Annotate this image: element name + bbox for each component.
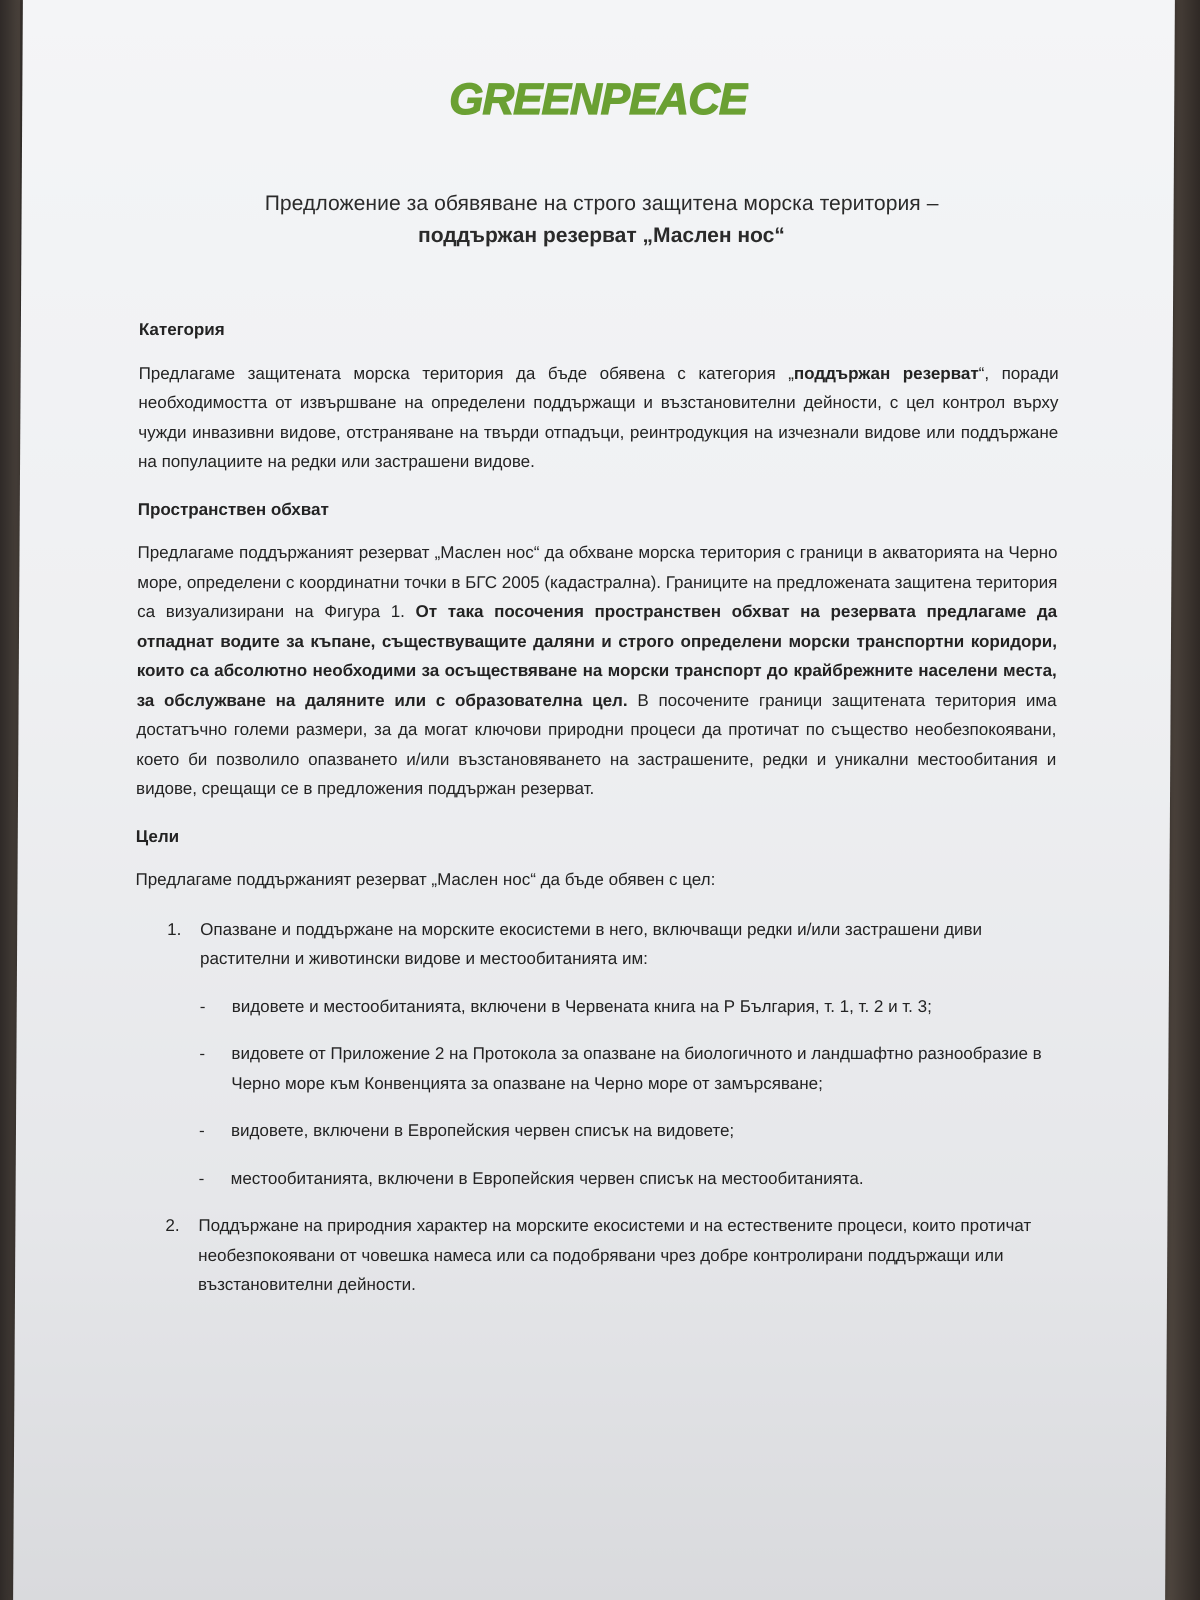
title-line-2: поддържан резерват „Маслен нос“ — [418, 224, 785, 247]
sublist-item — [199, 1039, 1054, 1098]
paragraph-category — [138, 359, 1059, 477]
bold-run: поддържан резерват — [793, 363, 979, 383]
goal-item-1 — [134, 915, 1056, 1194]
sublist-item-text: видовете и местообитанията, включени в Червената книга на Р България, т. 1, т. 2 и т. 3; — [231, 996, 932, 1016]
document-title — [121, 188, 1081, 252]
dash-bullet: - — [198, 1168, 205, 1188]
goal-sublist — [199, 992, 1055, 1194]
goal-text: Опазване и поддържане на морските екосистеми в него, включващи редки и/или застрашени диви растителни и животински видове и местообитанията им: — [199, 919, 983, 968]
document-body — [133, 315, 1059, 1318]
dash-bullet: - — [199, 1044, 206, 1063]
sublist-item — [200, 992, 1055, 1022]
sublist-item — [199, 1116, 1054, 1146]
text-run: Предлагаме защитената морска територия да бъде обявена с категория „ — [138, 363, 794, 383]
text-run: Предлагаме поддържаният резерват „Маслен нос“ да обхване морска територия с граници в акваторията на Черно море, определени с координатни точки в БГС 2005 (кадастрална). Границите на предложената защитена територия са визуализирани на Фигура 1. — [137, 543, 1058, 621]
goal-item-2 — [133, 1211, 1054, 1300]
goal-text: Поддържане на природния характер на морските екосистеми и на естествените процеси, които протичат необезпокоявани от човешка намеса или са подобрявани чрез добре контролирани поддържащи или възстановителни дейности. — [197, 1216, 1032, 1294]
sublist-item-text: местообитанията, включени в Европейския червен списък на местообитанията. — [230, 1168, 864, 1188]
heading-goals: Цели — [135, 826, 180, 846]
greenpeace-logo — [448, 72, 748, 128]
title-line-1: Предложение за обявяване на строго защитена морска територия – — [264, 192, 939, 215]
logo-text: GREENPEACE — [449, 75, 748, 124]
sublist-item-text: видовете, включени в Европейския червен списък на видовете; — [230, 1121, 735, 1140]
heading-scope: Пространствен обхват — [137, 499, 329, 519]
dash-bullet: - — [198, 1121, 205, 1140]
heading-category: Категория — [138, 320, 225, 339]
sublist-item — [199, 1164, 1054, 1194]
logo-container — [22, 72, 1174, 133]
dash-bullet: - — [199, 996, 206, 1016]
document-sheet — [13, 0, 1175, 1600]
text-run: В посочените граници защитената територия има достатъчно големи размери, за да могат ключови природни процеси да протичат по същество необезпокоявани, което би позволило опазването и/или възстановяването на застрашените, редки и уникални местообитания и видове, срещащи се в предложения поддържан резерват. — [136, 690, 1057, 798]
bold-run: От така посочения пространствен обхват на резервата предлагаме да отпаднат водите за къпане, съществуващите даляни и строго определени морски транспортни коридори, които са абсолютно необходими за осъществяване на морски транспорт до крайбрежните населени места, за обслужване на даляните или с образователна цел. — [136, 602, 1058, 710]
goal-number: 2. — [165, 1216, 180, 1235]
paragraph-scope — [136, 538, 1058, 804]
goals-intro: Предлагаме поддържаният резерват „Маслен нос“ да бъде обявен с цел: — [135, 870, 716, 889]
sublist-item-text: видовете от Приложение 2 на Протокола за опазване на биологичното и ландшафтно разнообразие в Черно море към Конвенцията за опазване на Черно море от замърсяване; — [231, 1044, 1042, 1093]
text-run: “, поради необходимостта от извършване на определени поддържащи и възстановителни дейности, с цел контрол върху чужди инвазивни видове, отстраняване на твърди отпадъци, реинтродукция на изчезнали видове или поддържане на популациите на редки или застрашени видове. — [138, 363, 1059, 471]
goal-number: 1. — [167, 919, 182, 939]
